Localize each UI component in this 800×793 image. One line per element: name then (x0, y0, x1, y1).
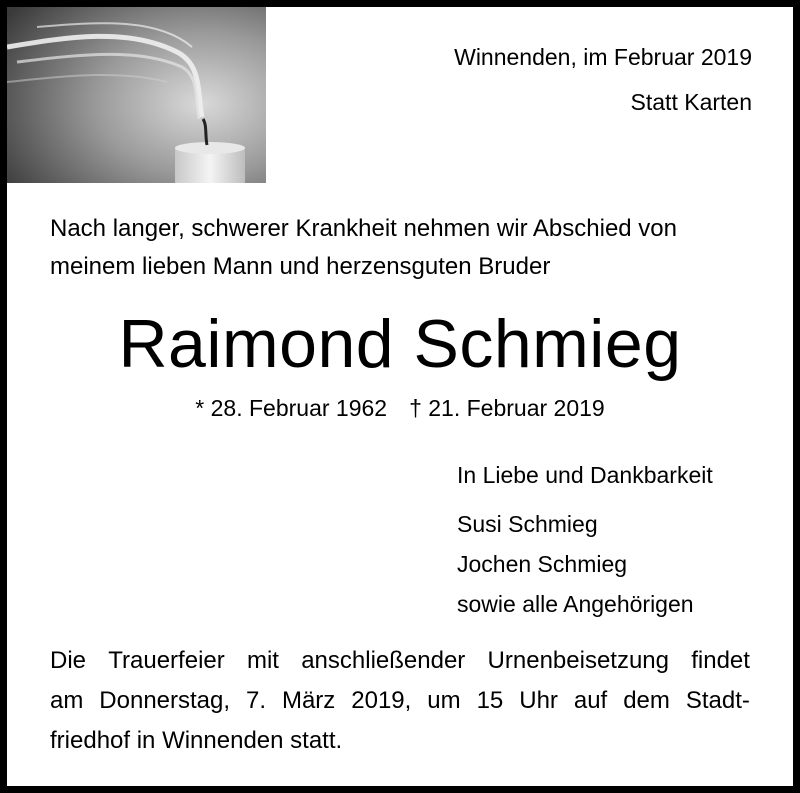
mourners-block (457, 458, 713, 624)
closing-phrase: In Liebe und Dankbarkeit (457, 462, 713, 488)
word: Urnenbeisetzung (487, 647, 669, 674)
intro-line-2: meinem lieben Mann und herzensguten Bruder (50, 253, 551, 280)
funeral-service-notice (50, 641, 750, 761)
word: anschließender (301, 647, 466, 674)
birth-date: * 28. Februar 1962 (195, 395, 388, 421)
mourner-name: sowie alle Angehörigen (457, 591, 694, 617)
word: 2019, (351, 687, 412, 714)
life-dates (0, 395, 800, 422)
service-line-2 (50, 681, 750, 721)
mourner-name: Jochen Schmieg (457, 551, 628, 577)
word: dem (623, 687, 670, 714)
service-line-1 (50, 641, 750, 681)
word: um (427, 687, 461, 714)
word: Uhr (519, 687, 558, 714)
word: 15 (476, 687, 504, 714)
place-and-date: Winnenden, im Februar 2019 (454, 44, 752, 70)
service-line-3: friedhof in Winnenden statt. (50, 727, 343, 754)
candle-smoke-image (7, 7, 266, 183)
word: Trauerfeier (108, 647, 225, 674)
word: mit (246, 647, 279, 674)
word: Donnerstag, (99, 687, 231, 714)
word: 7. (246, 687, 267, 714)
mourner-name: Susi Schmieg (457, 511, 598, 537)
word: März (281, 687, 336, 714)
word: findet (691, 647, 750, 674)
death-date: † 21. Februar 2019 (409, 395, 605, 421)
word: auf (573, 687, 608, 714)
word: am (50, 687, 84, 714)
intro-line-1: Nach langer, schwerer Krankheit nehmen wir Abschied von (50, 215, 677, 242)
statt-karten: Statt Karten (630, 89, 752, 115)
word: Stadt- (685, 687, 750, 714)
mourner-names (457, 504, 713, 624)
intro-text (50, 210, 760, 286)
word: Die (50, 647, 87, 674)
deceased-name: Raimond Schmieg (118, 306, 682, 382)
